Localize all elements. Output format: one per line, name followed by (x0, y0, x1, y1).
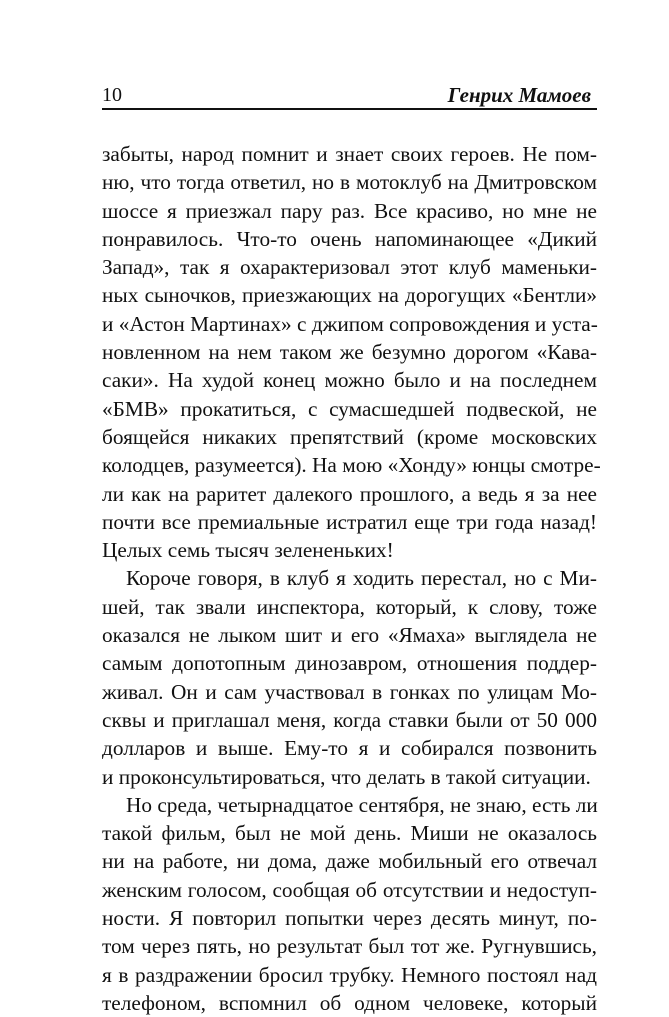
text-line: ности. Я повторил попытки через десять минут, по- (102, 906, 597, 931)
text-line: новленном на нем таком же безумно дорогом «Кава- (102, 340, 597, 365)
text-line: Короче говоря, в клуб я ходить перестал, но с Ми- (126, 566, 597, 591)
paragraph-2 (102, 564, 597, 790)
text-line: шей, так звали инспектора, который, к слову, тоже (102, 594, 597, 619)
text-line: Запад», так я охарактеризовал этот клуб маменьки- (102, 255, 597, 280)
text-line: шоссе я приезжал пару раз. Все красиво, но мне не (102, 198, 597, 223)
text-line: я в раздражении бросил трубку. Немного постоял над (102, 962, 597, 987)
text-line: «БМВ» прокатиться, с сумасшедшей подвеской, не (102, 396, 597, 421)
text-line: самым допотопным динозавром, отношения поддер- (102, 651, 597, 676)
text-line: и проконсультироваться, что делать в такой ситуации. (102, 764, 591, 789)
text-line: Но среда, четырнадцатое сентября, не знаю, есть ли (126, 792, 598, 817)
text-line: том через пять, но результат был тот же. Ругнувшись, (102, 934, 597, 959)
text-line: боящейся никаких препятствий (кроме московских (102, 424, 597, 449)
text-line: почти все премиальные истратил еще три года назад! (102, 509, 597, 534)
page-header (102, 78, 597, 110)
paragraph-1 (102, 140, 601, 564)
page-number: 10 (102, 84, 122, 106)
paragraph-3 (102, 791, 597, 1017)
text-line: Целых семь тысяч зелененьких! (102, 538, 394, 563)
text-line: женским голосом, сообщая об отсутствии и недоступ- (102, 877, 597, 902)
text-line: долларов и выше. Ему-то я и собирался позвонить (102, 736, 597, 761)
body-text (102, 140, 601, 1017)
text-line: забыты, народ помнит и знает своих героев. Не пом- (102, 142, 597, 166)
text-line: понравилось. Что-то очень напоминающее «Дикий (102, 226, 597, 251)
text-line: ли как на раритет далекого прошлого, а ведь я за нее (102, 481, 597, 506)
text-line: оказался не лыком шит и его «Ямаха» выглядела не (102, 623, 597, 648)
text-line: сквы и приглашал меня, когда ставки были от 50 000 (102, 707, 597, 732)
text-line: телефоном, вспомнил об одном человеке, который (102, 990, 597, 1015)
text-line: колодцев, разумеется). На мою «Хонду» юнцы смотре- (102, 453, 601, 478)
text-line: живал. Он и сам участвовал в гонках по улицам Мо- (102, 679, 597, 704)
text-line: саки». На худой конец можно было и на последнем (102, 368, 597, 393)
running-title: Генрих Мамоев (447, 83, 591, 107)
text-line: ни на работе, ни дома, даже мобильный его отвечал (102, 849, 597, 874)
text-line: такой фильм, был не мой день. Миши не оказалось (102, 821, 597, 846)
text-line: ных сыночков, приезжающих на дорогущих «Бентли» (102, 283, 597, 308)
text-line: и «Астон Мартинах» с джипом сопровождения и уста- (102, 311, 598, 336)
text-line: ню, что тогда ответил, но в мотоклуб на Дмитровском (102, 170, 597, 195)
